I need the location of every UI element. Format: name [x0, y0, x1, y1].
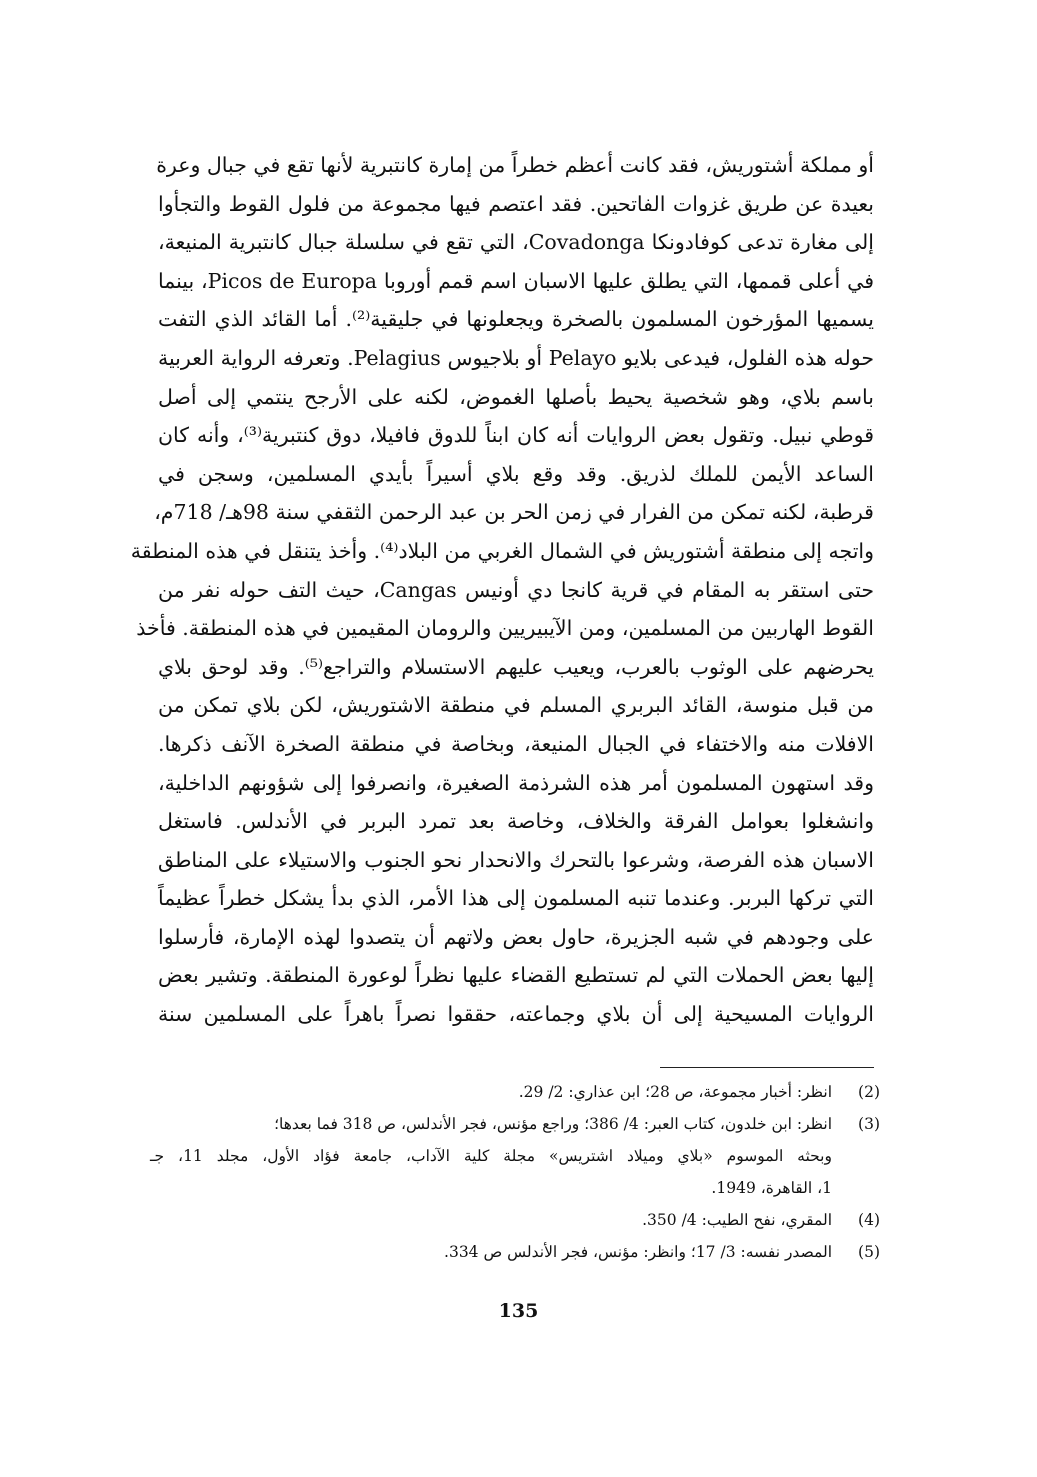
body-line: واتجه إلى منطقة أشتوريش في الشمال الغربي من البلاد⁽⁴⁾. وأخذ يتنقل في هذه المنطقة — [130, 538, 874, 563]
body-line: إليها بعض الحملات التي لم تستطيع القضاء عليها نظراً لوعورة المنطقة. وتشير بعض — [158, 963, 874, 988]
footnote-text: انظر: ابن خلدون، كتاب العبر: 4/ 386؛ وراجع مؤنس، فجر الأندلس، ص 318 فما بعدها؛ — [274, 1115, 832, 1133]
footnote-number: (4) — [858, 1211, 880, 1229]
body-line: الافلات منه والاختفاء في الجبال المنيعة، وبخاصة في منطقة الصخرة الآنف ذكرها. — [158, 731, 874, 756]
body-line: حتى استقر به المقام في قرية كانجا دي أونيس Cangas، حيث التف حوله نفر من — [158, 577, 874, 602]
body-line: يسميها المؤرخون المسلمون بالصخرة ويجعلونها في جليقية⁽²⁾. أما القائد الذي التفت — [158, 307, 874, 332]
page-number: 135 — [498, 1300, 539, 1322]
footnote-number — [832, 1140, 880, 1172]
footnote-line — [150, 1204, 880, 1236]
body-line: الروايات المسيحية إلى أن بلاي وجماعته، حققوا نصراً باهراً على المسلمين سنة — [158, 1002, 874, 1027]
footnote-number — [832, 1172, 880, 1204]
body-line: وقد استهون المسلمون أمر هذه الشرذمة الصغيرة، وانصرفوا إلى شؤونهم الداخلية، — [158, 770, 874, 795]
body-line: إلى مغارة تدعى كوفادونكا Covadonga، التي تقع في سلسلة جبال كانتبرية المنيعة، — [158, 230, 874, 255]
footnote-text: وبحثه الموسوم «بلاي وميلاد اشتريس» مجلة كلية الآداب، جامعة فؤاد الأول، مجلد 11، جـ — [150, 1147, 832, 1165]
body-line: قرطبة، لكنه تمكن من الفرار في زمن الحر بن عبد الرحمن الثقفي سنة 98هـ/ 718م، — [154, 500, 874, 525]
footnote-number: (2) — [858, 1083, 880, 1101]
footnote-line — [150, 1236, 880, 1268]
footnote-text: انظر: أخبار مجموعة، ص 28؛ ابن عذاري: 2/ 29. — [518, 1083, 832, 1101]
footnote-separator — [660, 1067, 874, 1068]
body-line: الساعد الأيمن للملك لذريق. وقد وقع بلاي أسيراً بأيدي المسلمين، وسجن في — [158, 461, 874, 486]
body-line: يحرضهم على الوثوب بالعرب، ويعيب عليهم الاستسلام والتراجع⁽⁵⁾. وقد لوحق بلاي — [158, 654, 874, 679]
body-line: التي تركها البربر. وعندما تنبه المسلمون إلى هذا الأمر، الذي بدأ يشكل خطراً عظيماً — [158, 886, 874, 911]
footnote-line — [150, 1076, 880, 1108]
main-text-block — [130, 146, 875, 1034]
footnote-line — [150, 1172, 880, 1204]
footnote-text: المقري، نفح الطيب: 4/ 350. — [642, 1211, 832, 1229]
body-line: من قبل منوسة، القائد البربري المسلم في منطقة الاشتوريش، لكن بلاي تمكن من — [158, 693, 874, 718]
footnote-text: المصدر نفسه: 3/ 17؛ وانظر: مؤنس، فجر الأندلس ص 334. — [444, 1243, 832, 1261]
footnote-number: (5) — [858, 1243, 880, 1261]
body-line: بعيدة عن طريق غزوات الفاتحين. فقد اعتصم فيها مجموعة من فلول القوط والتجأوا — [158, 191, 874, 216]
footnotes — [150, 1076, 880, 1268]
footnote-line — [150, 1140, 880, 1172]
footnote-line — [150, 1108, 880, 1140]
body-line: أو مملكة أشتوريش، فقد كانت أعظم خطراً من إمارة كانتبرية لأنها تقع في جبال وعرة — [156, 153, 874, 177]
body-line: على وجودهم في شبه الجزيرة، حاول بعض ولاتهم أن يتصدوا لهذه الإمارة، فأرسلوا — [158, 924, 874, 949]
body-line: وانشغلوا بعوامل الفرقة والخلاف، وخاصة بعد تمرد البربر في الأندلس. فاستغل — [158, 809, 874, 834]
footnote-number: (3) — [858, 1115, 880, 1133]
body-line: باسم بلاي، وهو شخصية يحيط بأصلها الغموض، لكنه على الأرجح ينتمي إلى أصل — [158, 384, 874, 409]
footnote-text: 1، القاهرة، 1949. — [711, 1179, 832, 1197]
body-line: الاسبان هذه الفرصة، وشرعوا بالتحرك والانحدار نحو الجنوب والاستيلاء على المناطق — [158, 847, 874, 872]
body-line: قوطي نبيل. وتقول بعض الروايات أنه كان ابناً للدوق فافيلا، دوق كنتبرية⁽³⁾، وأنه كان — [158, 423, 874, 448]
body-line: في أعلى قممها، التي يطلق عليها الاسبان اسم قمم أوروبا Picos de Europa، بينما — [158, 268, 874, 293]
body-line: القوط الهاربين من المسلمين، ومن الآيبيريين والرومان المقيمين في هذه المنطقة. فأخذ — [136, 616, 874, 641]
body-line: حوله هذه الفلول، فيدعى بلايو Pelayo أو بلاجيوس Pelagius. وتعرفه الرواية العربية — [158, 345, 875, 370]
